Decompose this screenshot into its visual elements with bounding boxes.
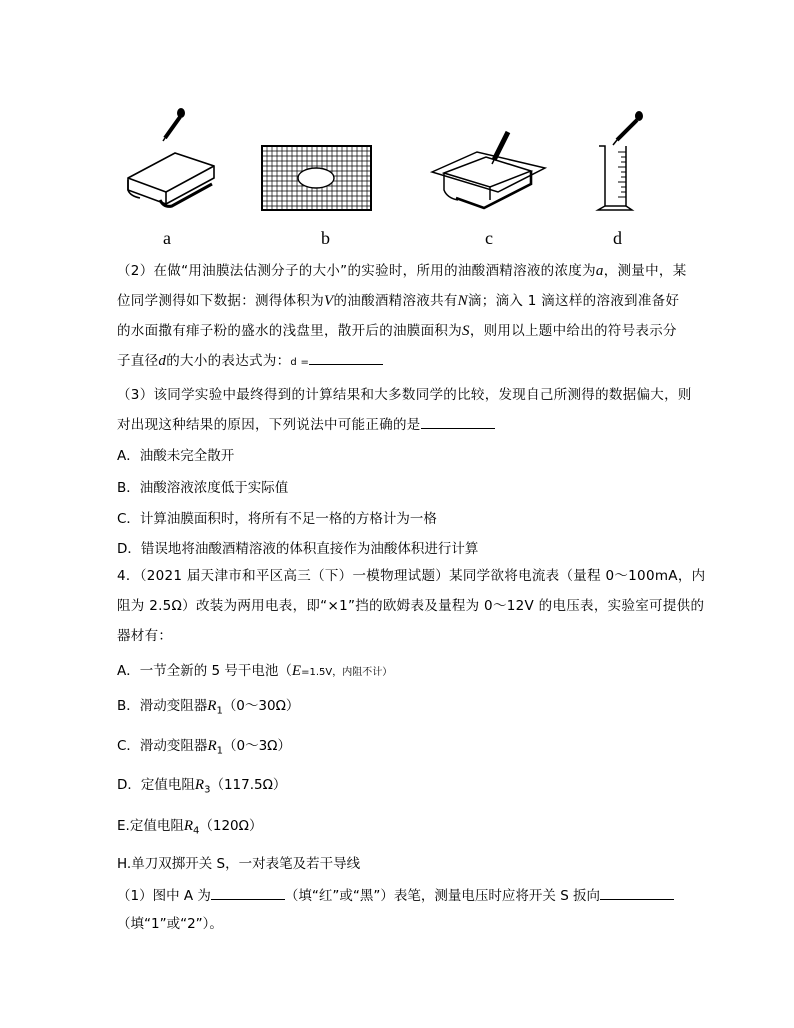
apparatus-figure [0, 0, 794, 250]
q4-option-a: A．一节全新的 5 号干电池（E=1.5V，内阻不计） [117, 663, 393, 679]
q4-option-b: B．滑动变阻器$R_1(0\sim 30\Omega)$ [117, 698, 300, 717]
q4-option-h: H.单刀双掷开关 S，一对表笔及若干导线 [117, 856, 361, 872]
q4-line-1: 4．（2021 届天津市和平区高三（下）一模物理试题）某同学欲将电流表（量程 0～100mA，内 [117, 568, 706, 584]
q4-option-d: D．定值电阻$R_3(117.5\Omega)$ [117, 777, 287, 796]
q4-line-2: 阻为 2.5Ω）改装为两用电表，即“×1”挡的欧姆表及量程为 0～12V 的电压表，实验室可提供的 [117, 598, 705, 614]
q4-option-c: C．滑动变阻器$R_1(0\sim 3\Omega)$ [117, 738, 291, 757]
q4-sub1-line-2: （填“1”或“2”）。 [117, 916, 223, 932]
tray-with-glass-icon [432, 152, 545, 208]
figure-label-d: d [613, 228, 622, 248]
q3-line-2: 对出现这种结果的原因，下列说法中可能正确的是 [117, 410, 681, 440]
shallow-tray-icon [128, 153, 214, 206]
dropper-icon [163, 108, 185, 141]
q4-line-3: 器材有： [117, 628, 173, 644]
q3-option-b: B．油酸溶液浓度低于实际值 [117, 480, 289, 496]
q2-line-2: 位同学测得如下数据：测得体积为V的油酸酒精溶液共有N滴；滴入 1 滴这样的溶液到准备好 [117, 293, 680, 309]
q2-line-3: 的水面撒有痱子粉的盛水的浅盘里，散开后的油膜面积为S，则用以上题中给出的符号表示分 [117, 323, 677, 339]
q3-option-c: C．计算油膜面积时，将所有不足一格的方格计为一格 [117, 511, 437, 527]
answer-blank-q2[interactable] [309, 350, 383, 365]
question-4 [117, 561, 706, 651]
figure-label-a: a [163, 228, 171, 248]
q4-option-e: E.定值电阻$R_4(120\Omega)$ [117, 818, 263, 837]
dropper-icon [613, 111, 643, 145]
answer-blank-switch[interactable] [600, 885, 674, 900]
figure-label-c: c [485, 228, 493, 248]
answer-blank-q3[interactable] [421, 414, 495, 429]
q3-option-a: A．油酸未完全散开 [117, 448, 235, 464]
answer-blank-color[interactable] [211, 885, 285, 900]
q2-line-1: （2）在做“用油膜法估测分子的大小”的实验时，所用的油酸酒精溶液的浓度为a，测量中，某 [117, 263, 687, 279]
q2-line-4: 子直径d的大小的表达式为：d = [117, 346, 681, 378]
grid-plate-icon [262, 146, 371, 210]
q4-sub1-line-1: （1）图中 A 为 （填“红”或“黑”）表笔，测量电压时应将开关 S 扳向 [117, 884, 674, 904]
question-3 [117, 380, 692, 440]
formula-d: d = [290, 357, 310, 368]
q3-line-1: （3）该同学实验中最终得到的计算结果和大多数同学的比较，发现自己所测得的数据偏大，则 [117, 387, 692, 403]
q3-option-d: D．错误地将油酸酒精溶液的体积直接作为油酸体积进行计算 [117, 541, 479, 557]
graduated-cylinder-icon [598, 146, 632, 210]
figure-label-b: b [321, 228, 330, 248]
question-2 [117, 256, 687, 378]
